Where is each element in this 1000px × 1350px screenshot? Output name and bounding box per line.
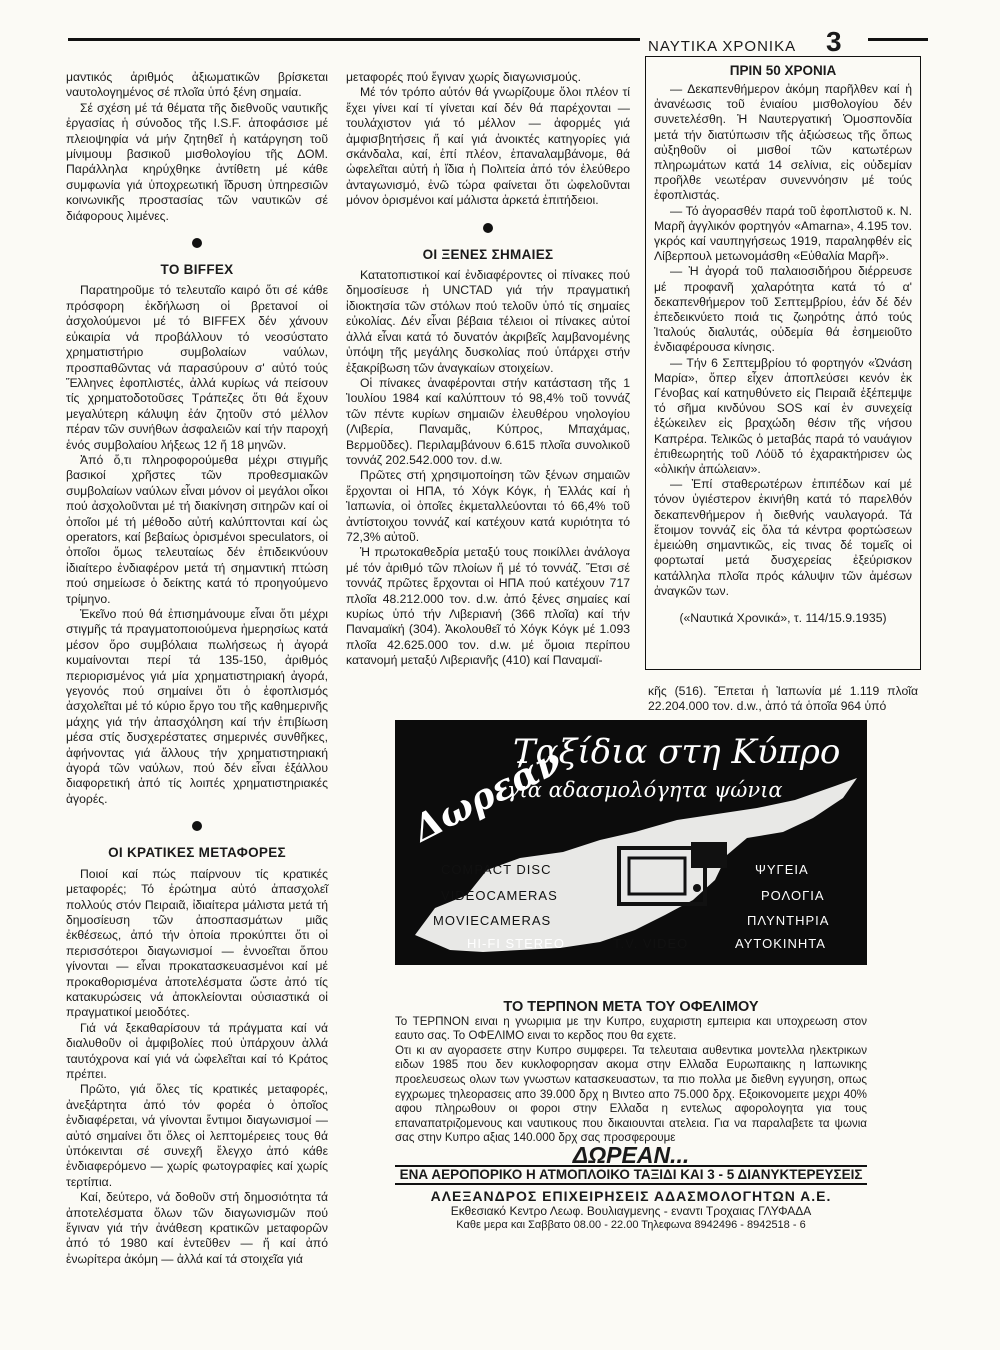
advertisement-text	[395, 1000, 867, 1233]
ad-center-label: T.V. VIDEO	[613, 936, 689, 951]
ad-item-right: ΡΟΛΟΓΙΑ	[761, 888, 825, 903]
paragraph: Κατατοπιστικοί καί ἐνδιαφέροντες οἱ πίνακες πού δημοσίευσε ἡ UNCTAD γιά τήν πραγματική ἰδιοκτησία τῶν στόλων πού τελοῦν ὑπό τίς σημαίες εὐκολίας. Δέν εἶναι βέβαια τέλειοι οἱ πίνακες αὐτοί ἀλλά εἶναι κατά τό δυνατόν ἀκριβεῖς λαμβανομένης ὑπόψη τῆς μεγάλης δυσκολίας πού ὑπάρχει στήν ἐξακρίβωση τῶν ἀναγκαίων στοιχείων.	[346, 268, 630, 375]
heading-biffex: ΤΟ BIFFEX	[160, 262, 234, 278]
heading-foreign-flags: ΟΙ ΞΕΝΕΣ ΣΗΜΑΙΕΣ	[422, 246, 554, 262]
section-bullet-icon	[483, 223, 493, 233]
paragraph: Σέ σχέση μέ τά θέματα τῆς διεθνοῦς ναυτικῆς ἐργασίας ἡ σύνοδος τῆς I.S.F. ἀποφάσισε μέ πλειοψηφία νά μήν ζητηθεῖ ἡ κατάργηση τοῦ μίνιμουμ βασικοῦ μισθολογίου τῆς ΔΟΜ. Παράλληλα κηρύχθηκε ἀντίθετη μέ κάθε συμφωνία γιά ὑποχρεωτική ἵδρυση ὑπηρεσιῶν κοινωνικῆς προστασίας τῶν ναυτικῶν σέ διάφορους λιμένες.	[66, 100, 328, 223]
ad-item-left: MOVIECAMERAS	[433, 913, 552, 928]
paragraph: Μέ τόν τρόπο αὐτόν θά γνωρίζουμε ὅλοι πλέον τί ἔχει γίνει καί τί γίνεται καί δέν θά παρέχονται — τουλάχιστον γιά τό μέλλον — ἀφορμές γιά ἀμφισβητήσεις ἤ καί γιά ἀνοικτές κατηγορίες γιά σκάνδαλα, καί, ἐπί πλέον, ἐπαναλαμβάνομε, θά ὠφελεῖται αὐτή ἡ ἴδια ἡ Πολιτεία ἀπό τόν ἐλεύθερο ἀνταγωνισμό, ἐνῶ τώρα φαίνεται ὅτι ὠφελοῦνται μόνον ὁρισμένοι καί μάλιστα ἀρκετά ἐπιτήδειοι.	[346, 85, 630, 208]
paragraph: Καί, δεύτερο, νά δοθοῦν στή δημοσιότητα τά ἀποτελέσματα ὅλων τῶν διαγωνισμῶν πού ἔγιναν γιά τήν ἀνάθεση κρατικῶν μεταφορῶν ἀπό τό 1980 καί ἐντεῦθεν — ἤ καί ἀπό ἐνωρίτερα ἀκόμη — ἀλλά καί τά στοιχεῖα γιά	[66, 1190, 328, 1266]
ad-company: ΑΛΕΞΑΝΔΡΟΣ ΕΠΙΧΕΙΡΗΣΕΙΣ ΑΔΑΣΜΟΛΟΓΗΤΩΝ Α.Ε.	[430, 1188, 832, 1205]
box-source: («Ναυτικά Χρονικά», τ. 114/15.9.1935)	[679, 610, 887, 625]
paragraph: Ἐκεῖνο πού θά ἐπισημάνουμε εἶναι ὅτι μέχρι στιγμῆς τά πραγματοποιούμενα ἡμερησίως κατά μέσον ὅρο συμβόλαια πωλήσεως ἡ ἀγορά κυμαίνονται περί τά 135-150, ἀριθμός περιορισμένος γιά μία χρηματιστηριακή ἀγορά, γεγονός πού σημαίνει ὅτι ὁ ἐφοπλισμός ἀσχολεῖται μέ τό κύριο ἔργο του τῆς καθημερινῆς μάχης γιά τήν ἀπασχόληση καί τήν ἐπιβίωση μέσα στίς δυσχερέστατες σημερινές συνθῆκες, ἀφήνοντας γιά ἄλλους τήν χρηματιστηριακή ἀγορά τῶν ναύλων, πού δέν εἶναι ἐξάλλου διαφορετική ἀπό τίς λοιπές χρηματιστηριακές ἀγορές.	[66, 607, 328, 806]
ad-title: Ταξίδια στη Κύπρο	[513, 732, 841, 772]
paragraph: Γιά νά ξεκαθαρίσουν τά πράγματα καί νά διαλυθοῦν οἱ ἀμφιβολίες πού ὑπάρχουν ἀλλά ταυτόχρονα καί γιά νά ὠφελεῖται καί τό Κράτος πρέπει.	[66, 1020, 328, 1081]
ad-body: Το ΤΕΡΠΝΟΝ ειναι η γνωριμια με την Κυπρο, ευχαριστη εμπειρια και υποχρεωση στον εαυτο σας. Το ΟΦΕΛΙΜΟ ειναι το κερδος που θα εχετε.	[395, 1014, 867, 1043]
paragraph: Πρῶτες στή χρησιμοποίηση τῶν ξένων σημαιῶν ἔρχονται οἱ ΗΠΑ, τό Χόγκ Κόγκ, ἡ Ἑλλάς καί ἡ Ἰαπωνία, οἱ ὁποῖες ἐκμεταλλεύονται τό 66,4% τοῦ ἀντίστοιχου τοννάζ καί κατέχουν κατά κυριότητα τό 72,3% αὐτοῦ.	[346, 468, 630, 544]
paragraph: Ἡ πρωτοκαθεδρία μεταξύ τους ποικίλλει ἀνάλογα μέ τόν ἀριθμό τῶν πλοίων ἤ μέ τό τοννάζ. Ἔτσι σέ τοννάζ πρῶτες ἔρχονται οἱ ΗΠΑ πού κατέχουν 717 πλοῖα 48.212.000 τον. d.w. ἀπό ξένες σημαίες καί κυρίως ὑπό τήν Λιβεριανή (366 πλοῖα) καί τήν Παναμαϊκή (304). Ἀκολουθεῖ τό Χόγκ Κόγκ μέ 1.093 πλοῖα 42.625.000 τον. d.w. μέ ὅμοια περίπου κατανομή μεταξύ Λιβεριανῆς (410) καί Παναμαϊ-	[346, 545, 630, 668]
paragraph: Ποιοί καί πώς παίρνουν τίς κρατικές μεταφορές; Τό ἐρώτημα αὐτό ἀπασχολεῖ πολλούς στόν Πειραιᾶ, ἰδιαίτερα μάλιστα μετά τή δημοσίευση τῶν ἀποσπασμάτων μιᾶς ἐκθέσεως, ἀπό τήν ὁποία προκύπτει ὅτι οἱ περισσότεροι διαγωνισμοί — ἐννοεῖται ὅπου γίνονται — εἶναι προκατασκευασμένοι καί μέ προκαθορισμένα ἀποτελέσματα ὥστε ἀπό τίς κατακυρώσεις νά ἀποκλείονται οὐσιαστικά οἱ πραγματικοί μειοδότες.	[66, 866, 328, 1020]
paragraph: μεταφορές πού ἔγιναν χωρίς διαγωνισμούς.	[346, 70, 582, 84]
column-2-continued	[648, 684, 918, 715]
paragraph: Οἱ πίνακες ἀναφέρονται στήν κατάσταση τῆς 1 Ἰουλίου 1984 καί καλύπτουν τό 98,4% τοῦ τοννάζ τῶν πέντε κυρίων σημαιῶν ἐλευθέρου νηολογίου (Λιβερία, Παναμᾶς, Κύπρος, Μπαχάμας, Βερμοῦδες). Περιλαμβάνουν 6.615 πλοῖα συνολικοῦ τοννάζ 202.542.000 τον. d.w.	[346, 375, 630, 467]
paragraph: Παρατηροῦμε τό τελευταῖο καιρό ὅτι σέ κάθε πρόσφορη ἐκδήλωση οἱ βρετανοί οἱ ἀσχολούμενοι μέ τό BIFFEX δέν χάνουν εὐκαιρία νά προβάλλουν τό νεοσύστατο χρηματιστήριο συμβολαίων ναύλων, προσπαθῶντας νά παρασύρουν σ' αὐτό τούς Ἕλληνες ἐφοπλιστές, ἀλλά κυρίως νά πείσουν τίς χρηματοδοτοῦσες Τράπεζες ὅτι θά ἔχουν μεγαλύτερη κάλυψη ἐάν ζητοῦν στό μέλλον πέραν τῶν συνήθων ἀσφαλειῶν καί τήν παροχή ἑνός συμβολαίου λήξεως 12 ἤ 18 μηνῶν.	[66, 283, 328, 452]
paragraph: μαντικός ἀριθμός ἀξιωματικῶν βρίσκεται ναυτολογημένος σέ πλοῖα ὑπό ξένη σημαία.	[66, 70, 328, 100]
paragraph: κῆς (516). Ἔπεται ἡ Ἰαπωνία μέ 1.119 πλοῖα 22.204.000 τον. d.w., ἀπό τά ὁποῖα 964 ὑπό	[648, 684, 918, 714]
tv-video-icon	[615, 840, 735, 910]
ad-item-right: ΨΥΓΕΙΑ	[755, 862, 809, 877]
ad-headline: ΤΟ ΤΕΡΠΝΟΝ ΜΕΤΑ ΤΟΥ ΟΦΕΛΙΜΟΥ	[503, 999, 759, 1015]
ad-body: Οτι κι αν αγορασετε στην Κυπρο συμφερει. Τα τελευταια αυθεντικα μοντελλα ηλεκτρικων ειδων 1985 που δεν κυκλοφορησαν ακομα στην Ελλαδα Ευρωπαικης η Ιαπωνικης προελευσεως ολων των γνωστων κατασκευαστων, τα πιο πολλα με διεθνη εγγυηση, οπως εγχρωμες τηλεορασεις απο 39.000 δρχ η Βιντεο απο 75.000 δρχ. Εξοικονομειτε μεχρι 40% αφου πληρωθουν οι φοροι στην Ελλαδα η εντελως αφορολογητα για τους επαναπατριζομενους και ναυτικους που δικαιουνται ατελεια. Για να παραλαβετε τα ψωνια σας στην Κυπρο αξιας 140.000 δρχ σας προσφερουμε	[395, 1043, 867, 1145]
column-1	[66, 70, 328, 1267]
ad-offer: ΕΝΑ ΑΕΡΟΠΟΡΙΚΟ Η ΑΤΜΟΠΛΟΙΚΟ ΤΑΞΙΔΙ ΚΑΙ 3 - 5 ΔΙΑΝΥΚΤΕΡΕΥΣΕΙΣ	[395, 1165, 867, 1186]
fifty-years-ago-box	[645, 56, 921, 670]
paragraph: Πρῶτο, γιά ὅλες τίς κρατικές μεταφορές, ἀνεξάρτητα ἀπό τόν φορέα ὁ ὁποῖος ἐνδιαφέρεται, νά γίνονται ἔντιμοι διαγωνισμοί — αὐτό σημαίνει ὅτι ὅλες οἱ λεπτομέρειες τους θά ὑπόκεινται σέ συνεχῆ ἔλεγχο ἀπό κάθε ἐνδιαφερόμενο — χωρίς φωτογραφίες καί χωρίς τερτίπια.	[66, 1082, 328, 1189]
cyprus-trip-advertisement	[395, 720, 867, 965]
page-number: 3	[826, 26, 842, 57]
ad-item-right: ΑΥΤΟΚΙΝΗΤΑ	[735, 936, 826, 951]
ad-item-left: VIDEOCAMERAS	[441, 888, 558, 903]
ad-address: Εκθεσιακό Κεντρο Λεωφ. Βουλιαγμενης - εναντι Τροχαιας ΓΛΥΦΑΔΑ	[450, 1203, 812, 1218]
box-title: ΠΡΙΝ 50 ΧΡΟΝΙΑ	[729, 63, 837, 78]
ad-free-big: ΔΩΡΕΑΝ...	[572, 1141, 690, 1168]
ad-hours: Καθε μερα και Σαββατο 08.00 - 22.00 Τηλεφωνα 8942496 - 8942518 - 6	[456, 1219, 806, 1232]
journal-title: ΝΑΥΤΙΚΑ ΧΡΟΝΙΚΑ	[648, 38, 797, 55]
column-2	[346, 70, 630, 669]
heading-state-transport: ΟΙ ΚΡΑΤΙΚΕΣ ΜΕΤΑΦΟΡΕΣ	[108, 845, 286, 861]
paragraph: — Τήν 6 Σεπτεμβρίου τό φορτηγόν «Ὠνάση Μαρία», ὅπερ εἶχεν ἀποπλεύσει κενόν ἐκ Γένοβας καί κατηυθύνετο εἰς Πειραιᾶ ἐξέπεμψε τό σῆμα κινδύνου SOS καί ἐν συνεχείᾳ ἐξώκειλεν εἰς βραχώδη θέσιν τῆς νήσου Καπρέρα. Τελικῶς ὁ μεταβάς παρά τό ναυάγιον ἐπιθεωρητής τοῦ Λόϋδ τό ἐχαρακτήρισεν ὡς «ὁλικήν ἀπώλειαν».	[654, 355, 912, 477]
ad-item-left: COMPACT DISC	[441, 862, 552, 877]
ad-free-word: Δωρεάν	[406, 739, 569, 851]
paragraph: — Ἐπί σταθερωτέρων ἐπιπέδων καί μέ τόνον ὑγιέστερον ἐκινήθη κατά τό παρελθόν δεκαπενθήμερον ἡ διεθνής ναυλαγορά. Τά ἕτοιμον τοννάζ εἰς ὅλα τά κέντρα φορτώσεων ἐμειώθη σημαντικῶς, εἰς τινας δέ τομεῖς οἱ φορτωταί μετά δυσχερείας ἐξεύρισκον κατάλληλα πλοῖα πρός κάλυψιν τῶν ἀμέσων ἀναγκῶν των.	[654, 477, 912, 598]
paragraph: Ἀπό ὅ,τι πληροφορούμεθα μέχρι στιγμῆς βασικοί χρῆστες τῶν προθεσμιακῶν συμβολαίων ναύλων εἶναι μόνον οἱ μεγάλοι οἶκοι πού ἀσχολοῦνται μέ τή διακίνηση σιτηρῶν καί οἱ ὁποῖοι μέ τή μέθοδο αὐτή καλύπτονται καί ὡς operators, καί βεβαίως ὁρισμένοι speculators, οἱ ὁποῖοι ὅμως τελευταίως δέν ἐπιδεικνύουν ἰδιαίτερο ἐνδιαφέρον μετά τή σημαντική πτώση πού σημείωσε ὁ δείκτης κατά τό προηγούμενο τρίμηνο.	[66, 452, 328, 606]
paragraph: — Ἡ ἀγορά τοῦ παλαιοσιδήρου διέρρευσε μέ προφανῆ χαλαρότητα κατά τό α' δεκαπενθήμερον τοῦ Σεπτεμβρίου, ἐάν δέ δέν ἐπεδεικνύετο ποιά τις ζωηρότης ἀπό τούς Ἰταλούς διαλυτάς, οὐδεμία θά ἐσημειοῦτο ἐνδιαφέρουσα κίνησις.	[654, 264, 912, 355]
ad-item-right: ΠΛΥΝΤΗΡΙΑ	[747, 913, 830, 928]
section-bullet-icon	[192, 821, 202, 831]
header-rule-right	[868, 38, 928, 41]
paragraph: — Δεκαπενθήμερον ἀκόμη παρῆλθεν καί ἡ ἀνανέωσις τοῦ ἑνιαίου μισθολογίου δέν συνετελέσθη. Ἡ Ναυτεργατική Ὁμοσπονδία μετά τήν διατύπωσιν τῆς ἀξιώσεως τῆς ὅπως αὐξηθοῦν οἱ μισθοί τῶν κατωτέρων πληρωμάτων κατά 14 σελίνια, εἰς οὐδεμίαν προῆλθε νεωτέραν συνεννόησιν μέ τούς ἐφοπλιστάς.	[654, 82, 912, 203]
ad-item-left: HI-FI STEREO	[467, 936, 565, 951]
section-bullet-icon	[192, 238, 202, 248]
header-rule-left	[68, 38, 640, 41]
ad-subtitle: για αδασμολόγητα ψώνια	[507, 778, 783, 802]
paragraph: — Τό ἀγορασθέν παρά τοῦ ἐφοπλιστοῦ κ. Ν. Μαρῆ ἀγγλικόν φορτηγόν «Amarna», 4.195 τον. γκρός καί ναυπηγήσεως 1919, παραληφθέν εἰς Λίβερπουλ μετωνομάσθη «Εὐθαλία Μαρῆ».	[654, 203, 912, 264]
